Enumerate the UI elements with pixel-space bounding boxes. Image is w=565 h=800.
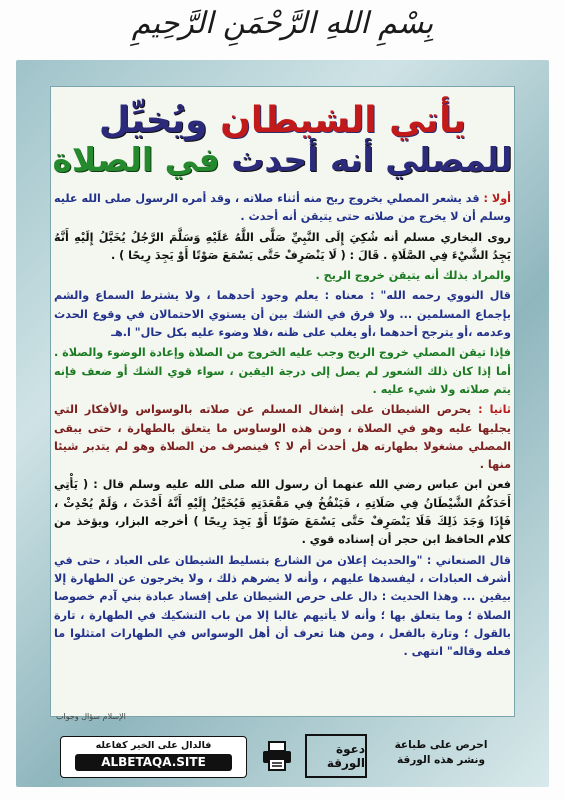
footer-slogan: فالدال على الخير كفاعله — [95, 740, 212, 751]
title-line-1 — [50, 100, 515, 141]
footer-logo: دعوة الورقة — [305, 734, 367, 778]
title-line-1-red: يأتي الشيطان — [220, 100, 467, 141]
paragraph-3: والمراد بذلك أنه يتيقن خروج الريح . — [315, 269, 511, 283]
paragraph-6-text: يحرص الشيطان على إشغال المسلم عن صلاته بالوسواس والأفكار التي يجلبها عليه وهو في الصلاة ، ومن هذه الوساوس ما يتعلق بالطهارة ، حتى يبقى المصلي مشغولا بطهارته هل أحدث أم لا ؟ فينصرف من الصلاة وهو لم يتدبر شيئا منها . — [54, 403, 511, 472]
paragraph-2: روى البخاري مسلم أنه شُكِيَ إِلَى النَّبِيِّ صَلَّى اللَّهُ عَلَيْهِ وَسَلَّمَ الرَّجُلُ يُخَيَّلُ إِلَيْهِ أَنَّهُ يَجِدُ الشَّيْءَ فِي الصَّلَاةِ . قَالَ : ( لَا يَنْصَرِفْ حَتَّى يَسْمَعَ صَوْتًا أَوْ يَجِدَ رِيحًا ) . — [54, 230, 511, 262]
article-body — [54, 190, 511, 735]
basmala-calligraphy: بِسْمِ اللهِ الرَّحْمَنِ الرَّحِيمِ — [131, 6, 434, 41]
footer-website-box — [60, 736, 247, 778]
paragraph-1 — [54, 190, 511, 227]
paragraph-7: فعن ابن عباس رضي الله عنهما أن رسول الله صلى الله عليه وسلم قال : ( يَأْتِي أَحَدَكُمُ الشَّيْطَانُ فِي صَلَاتِهِ ، فَيَنْفُخُ فِي مَقْعَدَتِهِ فَيُخَيَّلُ إِلَيْهِ أَنَّهُ أَحْدَثَ ، وَلَمْ يُحْدِثْ ، فَإِذَا وَجَدَ ذَلِكَ فَلَا يَنْصَرِفْ حَتَّى يَسْمَعَ صَوْتًا أَوْ يَجِدَ رِيحًا ) أخرجه البزار، ويؤخذ من كلام الحافظ ابن حجر أن إسناده قوي . — [54, 478, 511, 547]
paragraph-5: فإذا تيقن المصلي خروج الريح وجب عليه الخروج من الصلاة وإعادة الوضوء والصلاة . أما إذا كان ذلك الشعور لم يصل إلى درجة اليقين ، سواء قوي الشك أو ضعف فإنه يتم صلاته ولا شيء عليه . — [54, 346, 511, 396]
source-credit: الإسلام سؤال وجواب — [56, 712, 126, 721]
printer-icon — [259, 738, 295, 774]
footer-print-note — [381, 738, 501, 768]
paragraph-4: قال النووي رحمه الله" : معناه : يعلم وجود أحدهما ، ولا يشترط السماع والشم بإجماع المسلمين ... ولا فرق في الشك بين أن يستوي الاحتمالان في وقوع الحدث وعدمه ،أو يترجح أحدهما ،أو يغلب على ظنه ،فلا وضوء عليه بكل حال" ا.هـ — [54, 289, 511, 340]
footer-print-line-2: ونشر هذه الورقة — [397, 754, 485, 766]
paragraph-1-label: أولا : — [483, 192, 511, 205]
paragraph-8: قال الصنعاني : "والحديث إعلان من الشارع بتسليط الشيطان على العباد ، حتى في أشرف العبادات ، ليفسدها عليهم ، وأنه لا يضرهم ذلك ، ولا يخرجون عن الطهارة إلا بيقين ... وهذا الحديث : دال على حرص الشيطان على إفساد عبادة بني آدم خصوصا الصلاة ؛ وما يتعلق بها ؛ وأنه لا يأتيهم غالبا إلا من باب التشكيك في الطهارة ، تارة بالقول ؛ وتارة بالفعل ، ومن هنا تعرف أن أهل الوسواس في الطهارات امتثلوا ما فعله وقاله" انتهى . — [54, 553, 511, 659]
footer-print-line-1: احرص على طباعة — [394, 739, 488, 751]
footer-website-link[interactable]: ALBETAQA.SITE — [75, 754, 232, 771]
title-line-2 — [50, 141, 515, 179]
footer-bar — [60, 734, 505, 778]
title-line-2-blue: للمصلي أنه أحدث — [231, 140, 513, 180]
title-line-1-blue: ويُخيِّل — [98, 100, 208, 141]
title-line-2-green: في الصلاة — [52, 140, 220, 180]
paragraph-1-text: قد يشعر المصلي بخروج ريح منه أثناء صلاته ، وقد أمره الرسول صلى الله عليه وسلم أن لا يخرج من صلاته حتى يتيقن أنه أحدث . — [54, 192, 511, 224]
paragraph-6-label: ثانيا : — [478, 403, 511, 417]
paragraph-6 — [54, 401, 511, 474]
page-title — [50, 100, 515, 179]
